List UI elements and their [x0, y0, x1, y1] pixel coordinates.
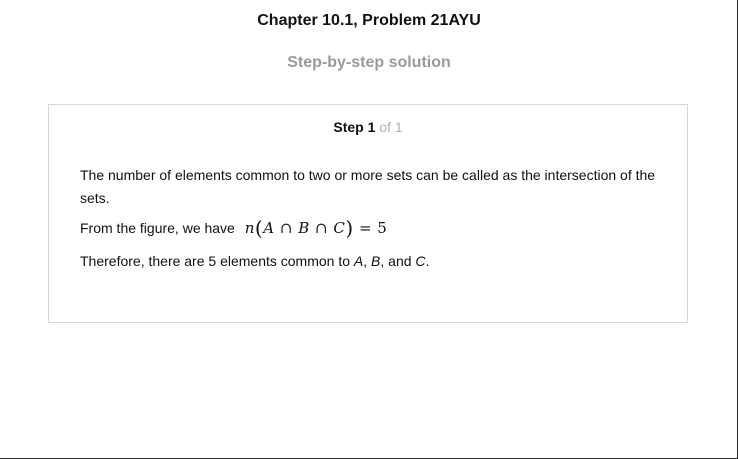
math-set-c: C: [333, 219, 346, 237]
math-func: n: [244, 219, 255, 237]
math-op-2: ∩: [315, 219, 329, 237]
math-op-1: ∩: [279, 219, 293, 237]
conclusion-set-b: B: [371, 253, 381, 269]
step-card: [48, 104, 688, 323]
solution-subtitle: Step-by-step solution: [287, 54, 451, 71]
conclusion-prefix: Therefore, there are 5 elements common to: [80, 253, 354, 269]
explanation-paragraph: The number of elements common to two or more sets can be called as the intersection of the sets.: [80, 167, 656, 206]
conclusion-suffix: .: [425, 253, 430, 269]
math-set-a: A: [263, 219, 275, 237]
step-count: of 1: [379, 119, 403, 135]
figure-text: From the figure, we have: [80, 220, 235, 236]
conclusion-set-c: C: [415, 253, 426, 269]
math-result: 5: [377, 219, 388, 237]
step-header: [49, 119, 687, 135]
figure-paragraph: [80, 217, 660, 240]
page-title: Chapter 10.1, Problem 21AYU: [257, 12, 481, 29]
math-set-b: B: [298, 219, 310, 237]
conclusion-sep-1: ,: [363, 253, 372, 269]
conclusion-sep-2: , and: [380, 253, 416, 269]
conclusion-paragraph: [80, 250, 660, 273]
step-label: Step 1: [333, 119, 376, 135]
conclusion-set-a: A: [353, 253, 364, 269]
intersection-equation: n(A ∩ B ∩ C) = 5: [244, 216, 388, 240]
